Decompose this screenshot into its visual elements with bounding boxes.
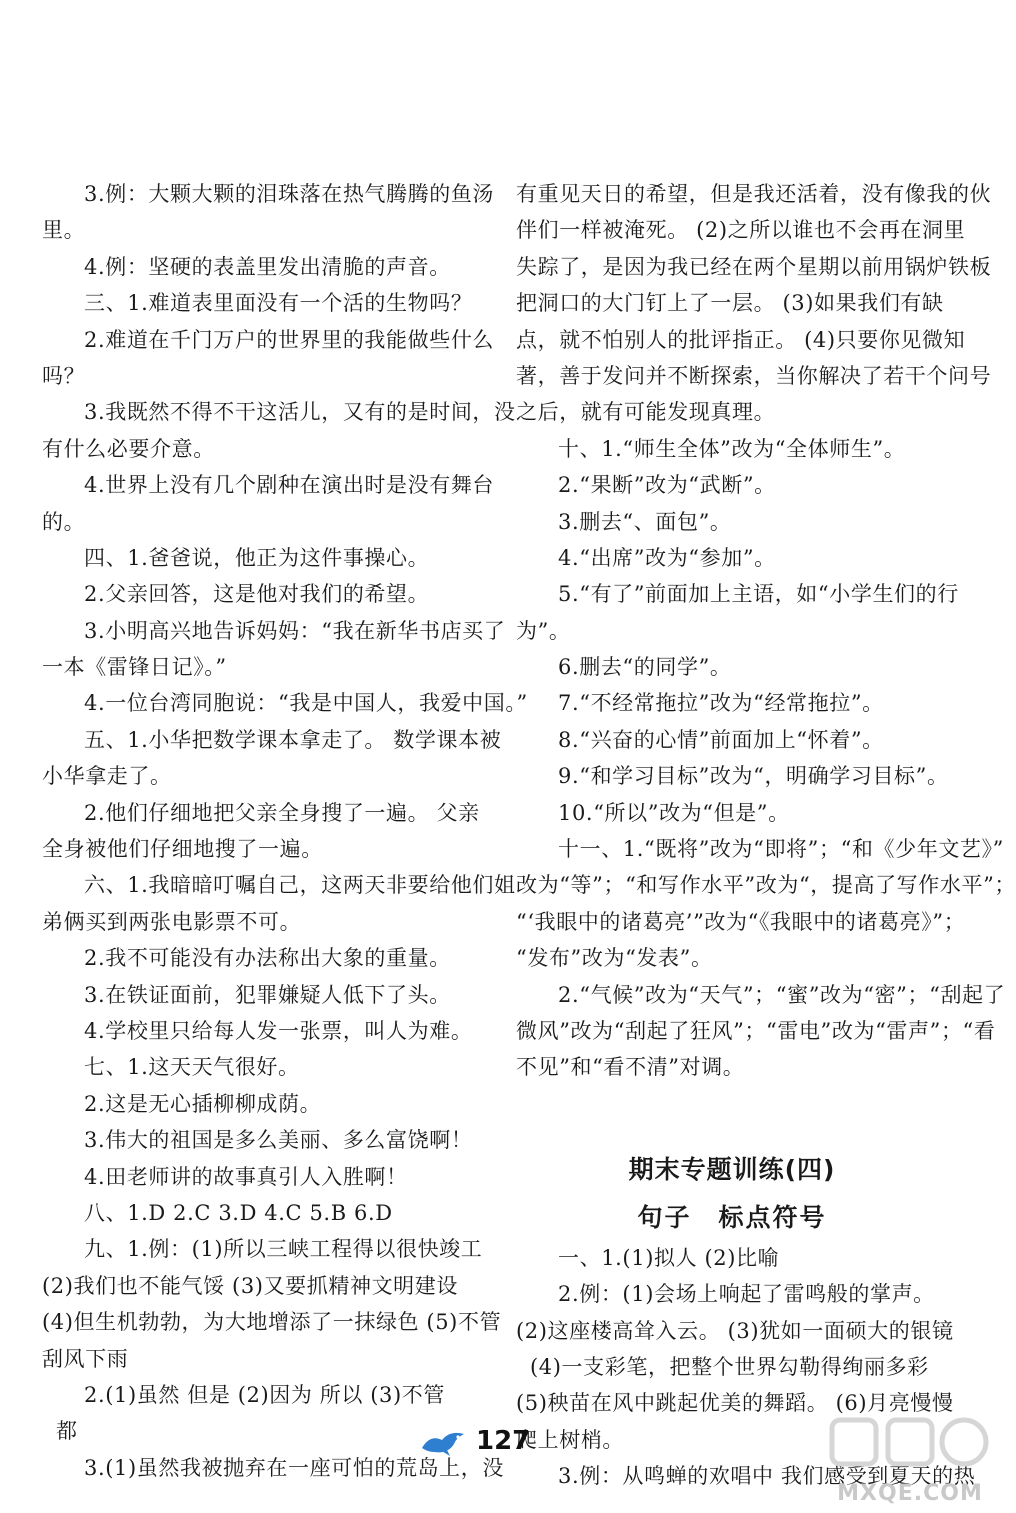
answer-line: 2.例：(1)会场上响起了雷鸣般的掌声。 [558,1282,935,1307]
answer-line: 九、1.例：(1)所以三峡工程得以很快竣工 [84,1237,483,1262]
answer-line: 4.世界上没有几个剧种在演出时是没有舞台 [84,473,495,498]
answer-line: 3.例：从鸣蝉的欢唱中 我们感受到夏天的热 [558,1464,976,1489]
answer-line: 弟俩买到两张电影票不可。 [42,909,302,934]
answer-line: 2.这是无心插柳柳成荫。 [84,1091,322,1116]
answer-line: 有什么必要介意。 [42,436,215,461]
answer-line: 吗？ [42,363,86,388]
answer-line: 之后，就有可能发现真理。 [516,400,776,425]
watermark-logo-icon [826,1412,994,1478]
answer-line: 2.(1)虽然 但是 (2)因为 所以 (3)不管 [84,1382,445,1407]
answer-line: 的。 [42,509,86,534]
answer-line: 把洞口的大门钉上了一层。 (3)如果我们有缺 [516,291,944,316]
answer-line: 全身被他们仔细地搜了一遍。 [42,837,323,862]
bird-logo-icon [420,1428,470,1458]
answer-line: 4.“出席”改为“参加”。 [558,545,776,570]
page-number: 127 [476,1426,531,1456]
answer-line: (4)但生机勃勃，为大地增添了一抹绿色 (5)不管 [42,1310,502,1335]
answer-line: 都 [56,1419,78,1444]
answer-line: 著，善于发问并不断探索，当你解决了若干个问号 [516,363,992,388]
answer-line: (5)秧苗在风中跳起优美的舞蹈。 (6)月亮慢慢 [516,1391,954,1416]
answer-line: 4.一位台湾同胞说：“我是中国人，我爱中国。” [84,691,528,716]
answer-line: 八、1.D 2.C 3.D 4.C 5.B 6.D [84,1200,393,1225]
right-column-top-answers [516,176,1016,1086]
section-subtitle: 句子 标点符号 [637,1202,827,1232]
answer-line: 2.“果断”改为“武断”。 [558,473,776,498]
answer-line: 2.父亲回答，这是他对我们的希望。 [84,582,430,607]
watermark-text: MXQE.COM [837,1481,983,1506]
answer-line: 伴们一样被淹死。 (2)之所以谁也不会再在洞里 [516,218,966,243]
answer-line: 3.在铁证面前，犯罪嫌疑人低下了头。 [84,982,451,1007]
section-title: 期末专题训练(四) [628,1154,836,1184]
answer-line: 2.我不可能没有办法称出大象的重量。 [84,946,451,971]
answer-line: “发布”改为“发表”。 [516,946,713,971]
answer-line: 小华拿走了。 [42,764,172,789]
answer-line: 4.田老师讲的故事真引人入胜啊！ [84,1164,408,1189]
answer-line: 爬上树梢。 [516,1427,624,1452]
answer-line: 里。 [42,218,86,243]
answer-line: 一本《雷锋日记》。” [42,655,227,680]
answer-line: 2.他们仔细地把父亲全身搜了一遍。 父亲 [84,800,480,825]
answer-line: 失踪了，是因为我已经在两个星期以前用锅炉铁板 [516,254,992,279]
answer-line: (2)我们也不能气馁 (3)又要抓精神文明建设 [42,1273,458,1298]
answer-line: 一、1.(1)拟人 (2)比喻 [558,1245,780,1270]
answer-line: 4.学校里只给每人发一张票，叫人为难。 [84,1018,473,1043]
answer-line: 8.“兴奋的心情”前面加上“怀着”。 [558,727,884,752]
answer-line: 3.删去“、面包”。 [558,509,732,534]
answer-line: 刮风下雨 [42,1346,129,1371]
answer-line: 6.删去“的同学”。 [558,655,732,680]
section-spacer [516,1086,948,1144]
answer-line: 四、1.爸爸说，他正为这件事操心。 [84,545,430,570]
answer-line: 3.我既然不得不干这活儿，又有的是时间，没 [84,400,516,425]
answer-line: 有重见天日的希望，但是我还活着，没有像我的伙 [516,182,992,206]
answer-line: 为”。 [516,618,571,643]
answer-line: 5.“有了”前面加上主语，如“小学生们的行 [558,582,959,607]
answer-line: 3.(1)虽然我被抛弃在一座可怕的荒岛上，没 [84,1455,504,1480]
answer-line: 十、1.“师生全体”改为“全体师生”。 [558,436,906,461]
answer-line: 六、1.我暗暗叮嘱自己，这两天非要给他们姐 [84,873,516,898]
answer-line: 3.伟大的祖国是多么美丽、多么富饶啊！ [84,1128,473,1153]
answer-line: (4)一支彩笔，把整个世界勾勒得绚丽多彩 [530,1354,929,1379]
answer-line: 点，就不怕别人的批评指正。 (4)只要你见微知 [516,327,966,352]
answer-line: 9.“和学习目标”改为“，明确学习目标”。 [558,764,949,789]
answer-line: (2)这座楼高耸入云。 (3)犹如一面硕大的银镜 [516,1318,954,1343]
answer-line: 三、1.难道表里面没有一个活的生物吗？ [84,291,473,316]
answer-line: 2.“气候”改为“天气”；“蜜”改为“密”；“刮起了 [558,982,1006,1007]
answer-line: 10.“所以”改为“但是”。 [558,800,790,825]
answer-line: 2.难道在千门万户的世界里的我能做些什么 [84,327,495,352]
answer-line: 不见”和“看不清”对调。 [516,1055,745,1080]
answer-line: 4.例：坚硬的表盖里发出清脆的声音。 [84,254,451,279]
answer-line: 十一、1.“既将”改为“即将”；“和《少年文艺》” [558,837,1004,862]
answer-line: 3.例：大颗大颗的泪珠落在热气腾腾的鱼汤 [84,182,495,206]
answer-line: 五、1.小华把数学课本拿走了。 数学课本被 [84,727,502,752]
answer-line: 7.“不经常拖拉”改为“经常拖拉”。 [558,691,884,716]
answer-line: “‘我眼中的诸葛亮’”改为“《我眼中的诸葛亮》”； [516,909,966,934]
answer-line: 3.小明高兴地告诉妈妈：“我在新华书店买了 [84,618,506,643]
watermark [826,1412,994,1510]
answer-line: 微风”改为“刮起了狂风”；“雷电”改为“雷声”；“看 [516,1018,996,1043]
answer-line: 改为“等”；“和写作水平”改为“，提高了写作水平”； [516,873,1016,898]
answer-line: 七、1.这天天气很好。 [84,1055,300,1080]
